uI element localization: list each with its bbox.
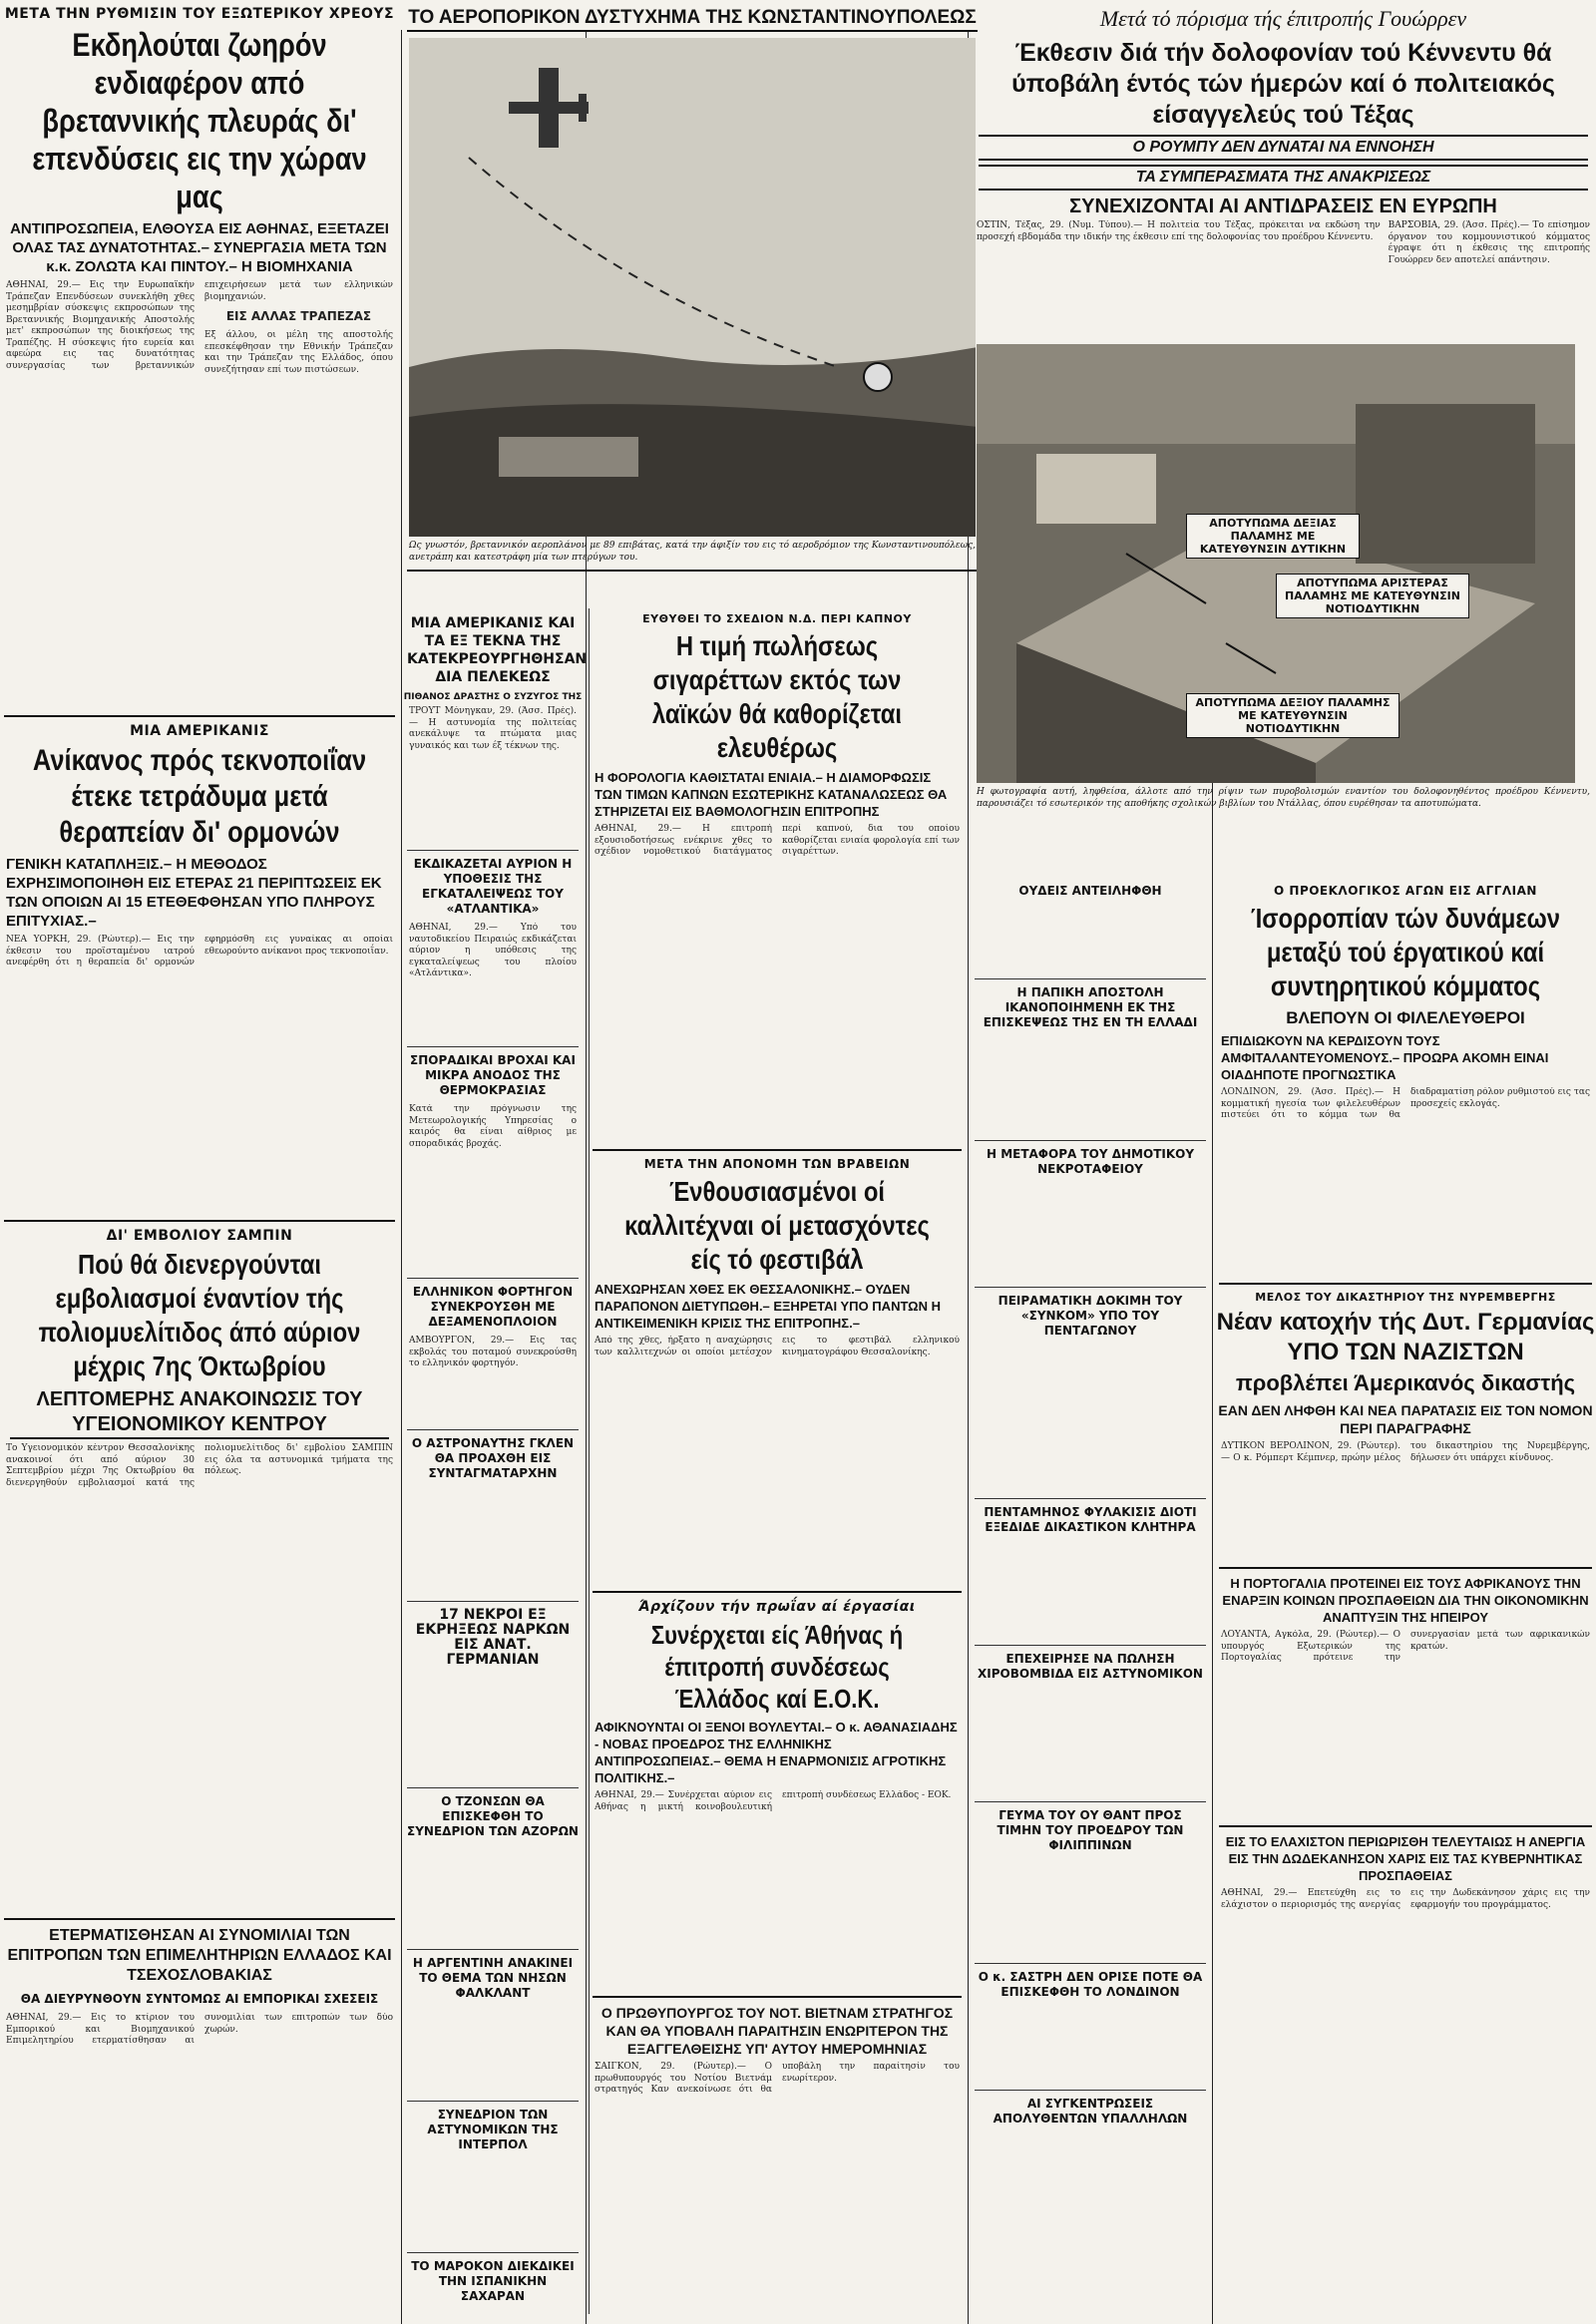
article-body: ΟΣΤΙΝ, Τέξας, 29. (Νυμ. Τύπου).— Η πολιτεία του Τέξας, πρόκειται να εκδώση την προσεχή εβδομάδα την ιδικήν της έκθεσιν επί της δολοφονίας του προέδρου Κέννεντυ. [977,220,1381,242]
article-headline: Η ΠΟΡΤΟΓΑΛΙΑ ΠΡΟΤΕΙΝΕΙ ΕΙΣ ΤΟΥΣ ΑΦΡΙΚΑΝΟΥΣ ΤΗΝ ΕΝΑΡΞΙΝ ΚΟΙΝΩΝ ΠΡΟΣΠΑΘΕΙΩΝ ΔΙΑ ΤΗΝ ΟΙΚΟΝΟΜΙΚΗΝ ΑΝΑΠΤΥΞΙΝ ΤΗΣ ΗΠΕΙΡΟΥ [1222,1576,1589,1625]
article-body [977,1859,1204,1959]
article-headline: Πού θά διενεργούνται εμβολιασμοί έναντίον τής πολιομυελίτιδος άπό αύριον μέχρις 7ης Όκτωβρίου [38,1249,361,1381]
article-headline: ΕΤΕΡΜΑΤΙΣΘΗΣΑΝ ΑΙ ΣΥΝΟΜΙΛΙΑΙ ΤΩΝ ΕΠΙΤΡΟΠΩΝ ΤΩΝ ΕΠΙΜΕΛΗΤΗΡΙΩΝ ΕΛΛΑΔΟΣ ΚΑΙ ΤΣΕΧΟΣΛΟΒΑΚΙΑΣ [7,1927,392,1984]
article-deck: ΑΝΕΧΩΡΗΣΑΝ ΧΘΕΣ ΕΚ ΘΕΣΣΑΛΟΝΙΚΗΣ.– ΟΥΔΕΝ ΠΑΡΑΠΟΝΟΝ ΔΙΕΤΥΠΩΘΗ.– ΕΞΗΡΕΤΑΙ ΥΠΟ ΠΑΝΤΩΝ Η ΑΝΤΙΚΕΙΜΕΝΙΚΗ ΚΡΙΣΙΣ ΤΗΣ ΕΠΙΤΡΟΠΗΣ.– [595,1282,941,1331]
article-kicker: ΔΙ' ΕΜΒΟΛΙΟΥ ΣΑΜΠΙΝ [106,1228,293,1244]
divider [975,1287,1206,1288]
article-headline: ΕΠΕΧΕΙΡΗΣΕ ΝΑ ΠΩΛΗΣΗ ΧΙΡΟΒΟΜΒΙΔΑ ΕΙΣ ΑΣΤΥΝΟΜΙΚΟΝ [978,1652,1203,1681]
fingerprint-photo [977,344,1575,783]
article-body: ΑΘΗΝΑΙ, 29.— Εις την Ευρωπαϊκήν Τράπεζαν Επενδύσεων συνεκλήθη χθες μεσημβρίαν σύσκεψις εκπροσώπων της Βρεταννικής Βιομηχανικής Αποστολής μετ' εκπροσώπων της διοικήσεως της Τραπέζης. Η σύσκεψις ήτο ευρεία και αφεώρα εις τας δυνατότητας συνεργασίας των βρεταννικών επιχειρήσεων μετά των ελληνικών βιομηχανιών. ΕΙΣ ΑΛΛΑΣ ΤΡΑΠΕΖΑΣ Εξ άλλου, οι μέλη της αποστολής επεσκέφθησαν την Εθνικήν Τράπεζαν και την Τράπεζαν της Ελλάδος, όπου συνεζήτησαν επί των πιστώσεων. [6,280,393,375]
article-deck: ΓΕΝΙΚΗ ΚΑΤΑΠΛΗΞΙΣ.– Η ΜΕΘΟΔΟΣ ΕΧΡΗΣΙΜΟΠΟΙΗΘΗ ΕΙΣ ΕΤΕΡΑΣ 21 ΠΕΡΙΠΤΩΣΕΙΣ ΕΚ ΤΩΝ ΟΠΟΙΩΝ ΑΙ 15 ΕΤΕΘΕΦΘΗΣΑΝ ΥΠΟ ΠΛΗΡΟΥΣ ΕΠΙΤΥΧΙΑΣ.– [6,856,382,930]
article-headline: Έκθεσιν διά τήν δολοφονίαν τού Κέννεντυ θά ύποβάλη έντός τών ήμερών καί ό πολιτειακός είσαγγελεύς τού Τέξας [1011,39,1555,129]
article-body: ΣΑΪΓΚΟΝ, 29. (Ρώυτερ).— Ο πρωθυπουργός του Νοτίου Βιετνάμ στρατηγός Καν ανεκοίνωσε ότι θα υποβάλη την παραίτησίν του ενωρίτερον. [595,2062,960,2095]
article-headline: ΠΕΙΡΑΜΑΤΙΚΗ ΔΟΚΙΜΗ ΤΟΥ «ΣΥΝΚΟΜ» ΥΠΟ ΤΟΥ ΠΕΝΤΑΓΩΝΟΥ [998,1294,1183,1338]
article-body: ΔΥΤΙΚΟΝ ΒΕΡΟΛΙΝΟΝ, 29. (Ρώυτερ).— Ο κ. Ρόμπερτ Κέμπνερ, πρώην μέλος του δικαστηρίου της Νυρεμβέργης, δήλωσεν ότι υπάρχει κίνδυνος. [1221,1441,1590,1463]
article-headline: Ο ΤΖΟΝΣΩΝ ΘΑ ΕΠΙΣΚΕΦΘΗ ΤΟ ΣΥΝΕΔΡΙΟΝ ΤΩΝ ΑΖΟΡΩΝ [407,1794,579,1838]
article-body [977,1688,1204,1797]
article-body-row [977,220,1590,340]
article-body: ΑΘΗΝΑΙ, 29.— Η επιτροπή εξουσιοδοτήσεως ενέκρινε χθες το σχέδιον νομοθετικού διατάγματος περί καπνού, δια του οποίου καθορίζεται ενιαία φορολογία επί των σιγαρέττων. [595,824,960,857]
article-headline: ΓΕΥΜΑ ΤΟΥ ΟΥ ΘΑΝΤ ΠΡΟΣ ΤΙΜΗΝ ΤΟΥ ΠΡΟΕΔΡΟΥ ΤΩΝ ΦΙΛΙΠΠΙΝΩΝ [997,1808,1184,1852]
photo-label: ΑΠΟΤΥΠΩΜΑ ΔΕΞΙΟΥ ΠΑΛΑΜΗΣ ΜΕ ΚΑΤΕΥΘΥΝΣΙΝ ΝΟΤΙΟΔΥΤΙΚΗΝ [1186,693,1399,738]
photo-caption: Η φωτογραφία αυτή, ληφθείσα, άλλοτε από την ρίψιν των πυροβολισμών εναντίον του δολοφονηθέντος προέδρου Κέννεντυ, παρουσιάζει τό εσωτερικόν της αποθήκης σχολικών βιβλίων του Ντάλλας, όπου ευρέθησαν τα αποτυπώματα. [977,787,1590,809]
article-headline: ΜΙΑ ΑΜΕΡΙΚΑΝΙΣ ΚΑΙ ΤΑ ΕΞ ΤΕΚΝΑ ΤΗΣ ΚΑΤΕΚΡΕΟΥΡΓΗΘΗΣΑΝ ΔΙΑ ΠΕΛΕΚΕΩΣ [407,615,588,685]
divider [1219,1283,1592,1285]
article-body [977,905,1204,974]
divider [4,1220,395,1222]
article-kicker: ΜΕΤΑ ΤΗΝ ΡΥΘΜΙΣΙΝ ΤΟΥ ΕΞΩΤΕΡΙΚΟΥ ΧΡΕΟΥΣ [4,6,395,22]
article-headline: ΣΠΟΡΑΔΙΚΑΙ ΒΡΟΧΑΙ ΚΑΙ ΜΙΚΡΑ ΑΝΟΔΟΣ ΤΗΣ ΘΕΡΜΟΚΡΑΣΙΑΣ [410,1053,576,1097]
divider [975,1498,1206,1499]
column-5 [1215,878,1596,2324]
article-body: ΑΜΒΟΥΡΓΟΝ, 29.— Εις τας εκβολάς του ποταμού συνεκρούσθη το ελληνικόν φορτηγόν. [409,1336,577,1368]
divider [1219,1825,1592,1827]
divider [407,1429,579,1430]
crash-photo [409,38,976,537]
article-deck: Η ΦΟΡΟΛΟΓΙΑ ΚΑΘΙΣΤΑΤΑΙ ΕΝΙΑΙΑ.– Η ΔΙΑΜΟΡΦΩΣΙΣ ΤΩΝ ΤΙΜΩΝ ΚΑΠΝΩΝ ΕΣΩΤΕΡΙΚΗΣ ΚΑΤΑΝΑΛΩΣΕΩΣ ΘΑ ΣΤΗΡΙΖΕΤΑΙ ΕΙΣ ΒΑΘΜΟΛΟΓΗΣΙΝ ΕΠΙΤΡΟΠΗΣ [595,770,948,819]
article-subhead: ΛΕΠΤΟΜΕΡΗΣ ΑΝΑΚΟΙΝΩΣΙΣ ΤΟΥ ΥΓΕΙΟΝΟΜΙΚΟΥ ΚΕΝΤΡΟΥ [10,1387,389,1439]
article-body [977,1541,1204,1641]
article-body: Κατά την πρόγνωσιν της Μετεωρολογικής Υπηρεσίας ο καιρός θα είναι αίθριος με σποραδικάς βροχάς. [409,1104,577,1149]
article-headline: Η ΜΕΤΑΦΟΡΑ ΤΟΥ ΔΗΜΟΤΙΚΟΥ ΝΕΚΡΟΤΑΦΕΙΟΥ [986,1147,1195,1176]
article-headline: ΕΚΔΙΚΑΖΕΤΑΙ ΑΥΡΙΟΝ Η ΥΠΟΘΕΣΙΣ ΤΗΣ ΕΓΚΑΤΑΛΕΙΨΕΩΣ ΤΟΥ «ΑΤΛΑΝΤΙΚΑ» [413,857,573,916]
article-headline: Η τιμή πωλήσεως σιγαρέττων εκτός των λαϊκών θά καθορίζεται ελευθέρως [651,630,903,763]
article-headline: Ο κ. ΣΑΣΤΡΗ ΔΕΝ ΟΡΙΣΕ ΠΟΤΕ ΘΑ ΕΠΙΣΚΕΦΘΗ ΤΟ ΛΟΝΔΙΝΟΝ [978,1970,1203,1999]
divider [407,850,579,851]
article-headline: ΟΥΔΕΙΣ ΑΝΤΕΙΛΗΦΘΗ [1018,884,1162,898]
article-body: ΑΘΗΝΑΙ, 29.— Υπό του ναυτοδικείου Πειραιώς εκδικάζεται αύριον η υπόθεσις της εγκαταλείψεως του πλοίου «Ατλάντικα». [409,923,577,978]
article-subhead: ΕΙΣ ΑΛΛΑΣ ΤΡΑΠΕΖΑΣ [225,309,372,323]
article-body [977,2006,1204,2086]
divider [407,570,978,572]
divider [593,1996,962,1998]
divider [975,1645,1206,1646]
article-subhead: ΒΛΕΠΟΥΝ ΟΙ ΦΙΛΕΛΕΥΘΕΡΟΙ [1286,1008,1525,1027]
divider [593,1149,962,1151]
article-kicker: ΕΥΘΥΘΕΙ ΤΟ ΣΧΕΔΙΟΝ Ν.Δ. ΠΕΡΙ ΚΑΠΝΟΥ [642,612,912,625]
divider [407,1787,579,1788]
article-subhead: ΠΙΘΑΝΟΣ ΔΡΑΣΤΗΣ Ο ΣΥΖΥΓΟΣ ΤΗΣ [403,692,583,702]
divider [975,1801,1206,1802]
photo-label: ΑΠΟΤΥΠΩΜΑ ΔΕΞΙΑΣ ΠΑΛΑΜΗΣ ΜΕ ΚΑΤΕΥΘΥΝΣΙΝ ΔΥΤΙΚΗΝ [1186,514,1360,559]
photo-caption: Ως γνωστόν, βρεταννικόν αεροπλάνον με 89 επιβάτας, κατά την άφιξίν του εις τό αεροδρόμιον της Κωνσταντινουπόλεως, ανετράπη και κατεστράφη μία των πτερύγων του. [409,541,976,563]
article-headline: Συνέρχεται είς Άθήνας ή έπιτροπή συνδέσεως Έλλάδος καί Ε.Ο.Κ. [650,1620,904,1714]
article-body: ΛΟΝΔΙΝΟΝ, 29. (Άσσ. Πρές).— Η κομματική ηγεσία των φιλελευθέρων πιστεύει ότι το κόμμα των θα διαδραματίση ρόλον ρυθμιστού εις τας προσεχείς εκλογάς. [1221,1087,1590,1120]
article-topline: Μετά τό πόρισμα τής έπιτροπής Γουώρρεν [1099,6,1467,31]
article-body [409,1487,577,1597]
divider [4,715,395,717]
article-headline: Νέαν κατοχήν τής Δυτ. Γερμανίας ΥΠΟ ΤΩΝ ΝΑΖΙΣΤΩΝ [1216,1309,1595,1365]
article-headline: 17 ΝΕΚΡΟΙ ΕΞ ΕΚΡΗΞΕΩΣ ΝΑΡΚΩΝ ΕΙΣ ΑΝΑΤ. ΓΕΡΜΑΝΙΑΝ [415,1607,571,1668]
article-headline: Ίσορροπίαν τών δυνάμεων μεταξύ τού έργατικού καί συντηρητικού κόμματος [1250,903,1560,1001]
article-deck: ΕΠΙΔΙΩΚΟΥΝ ΝΑ ΚΕΡΔΙΣΟΥΝ ΤΟΥΣ ΑΜΦΙΤΑΛΑΝΤΕΥΟΜΕΝΟΥΣ.– ΠΡΟΩΡΑ ΑΚΟΜΗ ΕΙΝΑΙ ΟΙΑΔΗΠΟΤΕ ΠΡΟΓΝΩΣΤΙΚΑ [1221,1033,1549,1082]
crash-photo-image [409,38,976,537]
article-kicker: ΜΕΤΑ ΤΗΝ ΑΠΟΝΟΜΗ ΤΩΝ ΒΡΑΒΕΙΩΝ [643,1157,911,1171]
article-subhead: ΣΥΝΕΧΙΖΟΝΤΑΙ ΑΙ ΑΝΤΙΔΡΑΣΕΙΣ ΕΝ ΕΥΡΩΠΗ [1069,195,1497,217]
article-kicker: Ο ΠΡΟΕΚΛΟΓΙΚΟΣ ΑΓΩΝ ΕΙΣ ΑΓΓΛΙΑΝ [1274,884,1537,898]
divider [1219,1567,1592,1569]
article-body: ΒΑΡΣΟΒΙΑ, 29. (Άσσ. Πρές).— Το επίσημον όργανον του κομμουνιστικού κόμματος έγραψε ότι η έκθεσις της επιτροπής Γουώρρεν δεν αποτελεί απάντησιν. [1388,220,1590,265]
article-boxhead: Ο ΡΟΥΜΠΥ ΔΕΝ ΔΥΝΑΤΑΙ ΝΑ ΕΝΝΟΗΣΗ [979,135,1588,161]
article-boxhead: ΤΑ ΣΥΜΠΕΡΑΣΜΑΤΑ ΤΗΣ ΑΝΑΚΡΙΣΕΩΣ [979,165,1588,191]
divider [975,1140,1206,1141]
left-subcolumn [403,608,588,2310]
article-body: ΑΘΗΝΑΙ, 29.— Εις το κτίριον του Εμπορικού και Βιομηχανικού Επιμελητηρίου ετερματίσθησαν αι συνομιλίαι των επιτροπών των δύο χωρών. [6,2013,393,2046]
article-body [409,1845,577,1945]
article-body: Από της χθες, ήρξατο η αναχώρησις των καλλιτεχνών οι οποίοι μετέσχον εις το φεστιβάλ ελληνικού κινηματογράφου Θεσσαλονίκης. [595,1336,960,1357]
article-body [977,2132,1204,2232]
article-kicker: Άρχίζουν τήν πρωΐαν αί έργασίαι [638,1599,916,1615]
article-headline: Ο ΠΡΩΘΥΠΟΥΡΓΟΣ ΤΟΥ ΝΟΤ. ΒΙΕΤΝΑΜ ΣΤΡΑΤΗΓΟΣ ΚΑΝ ΘΑ ΥΠΟΒΑΛΗ ΠΑΡΑΙΤΗΣΙΝ ΕΝΩΡΙΤΕΡΟΝ ΤΗΣ ΕΞΑΓΓΕΛΘΕΙΣΗΣ ΥΠ' ΑΥΤΟΥ ΗΜΕΡΟΜΗΝΙΑΣ [600,2005,954,2057]
column-rule [401,30,402,2324]
column-3 [589,606,966,2322]
article-headline: ΤΟ ΑΕΡΟΠΟΡΙΚΟΝ ΔΥΣΤΥΧΗΜΑ ΤΗΣ ΚΩΝΣΤΑΝΤΙΝΟΥΠΟΛΕΩΣ [407,6,978,32]
article-body [409,2007,577,2097]
column-1 [0,0,399,2324]
article-deck: ΑΝΤΙΠΡΟΣΩΠΕΙΑ, ΕΛΘΟΥΣΑ ΕΙΣ ΑΘΗΝΑΣ, ΕΞΕΤΑΖΕΙ ΟΛΑΣ ΤΑΣ ΔΥΝΑΤΟΤΗΤΑΣ.– ΣΥΝΕΡΓΑΣΙΑ ΜΕΤΑ ΤΩΝ κ.κ. ΖΟΛΩΤΑ ΚΑΙ ΠΙΝΤΟΥ.– Η ΒΙΟΜΗΧΑΝΙΑ [10,220,389,275]
article-headline: ΠΕΝΤΑΜΗΝΟΣ ΦΥΛΑΚΙΣΙΣ ΔΙΟΤΙ ΕΞΕΔΙΔΕ ΔΙΚΑΣΤΙΚΟΝ ΚΛΗΤΗΡΑ [984,1505,1197,1534]
article-body: ΤΡΟΥΤ Μόνηγκαν, 29. (Άσσ. Πρές).— Η αστυνομία της πολιτείας ανεκάλυψε τα πτώματα μιας γυναικός και των έξ τέκνων της. [409,706,577,751]
article-body [409,2158,577,2248]
article-headline: ΕΙΣ ΤΟ ΕΛΑΧΙΣΤΟΝ ΠΕΡΙΩΡΙΣΘΗ ΤΕΛΕΥΤΑΙΩΣ Η ΑΝΕΡΓΙΑ ΕΙΣ ΤΗΝ ΔΩΔΕΚΑΝΗΣΟΝ ΧΑΡΙΣ ΕΙΣ ΤΑΣ ΚΥΒΕΡΝΗΤΙΚΑΣ ΠΡΟΣΠΑΘΕΙΑΣ [1225,1834,1586,1883]
article-body [977,1345,1204,1494]
article-subhead: ΘΑ ΔΙΕΥΡΥΝΘΟΥΝ ΣΥΝΤΟΜΩΣ ΑΙ ΕΜΠΟΡΙΚΑΙ ΣΧΕΣΕΙΣ [20,1992,379,2006]
divider [593,1591,962,1593]
article-deck: ΑΦΙΚΝΟΥΝΤΑΙ ΟΙ ΞΕΝΟΙ ΒΟΥΛΕΥΤΑΙ.– Ο κ. ΑΘΑΝΑΣΙΑΔΗΣ - ΝΟΒΑΣ ΠΡΟΕΔΡΟΣ ΤΗΣ ΕΛΛΗΝΙΚΗΣ ΑΝΤΙΠΡΟΣΩΠΕΙΑΣ.– ΘΕΜΑ Η ΕΝΑΡΜΟΝΙΣΙΣ ΑΓΡΟΤΙΚΗΣ ΠΟΛΙΤΙΚΗΣ.– [595,1720,958,1785]
article-body: ΛΟΥΑΝΤΑ, Αγκόλα, 29. (Ρώυτερ).— Ο υπουργός Εξωτερικών της Πορτογαλίας πρότεινε την συνεργασίαν μετά των αφρικανικών κρατών. [1221,1630,1590,1663]
divider [407,1046,579,1047]
article-headline: Ένθουσιασμένοι οί καλλιτέχναι οί μετασχόντες είς τό φεστιβάλ [624,1176,930,1275]
divider [407,2101,579,2102]
column-4-lower [971,878,1210,2324]
divider [975,1963,1206,1964]
article-headline: Ανίκανος πρός τεκνοποιΐαν έτεκε τετράδυμα μετά θεραπείαν δι' ορμονών [32,744,367,849]
divider [407,1949,579,1950]
divider [4,1918,395,1920]
article-kicker: ΜΙΑ ΑΜΕΡΙΚΑΝΙΣ [130,723,269,739]
article-body [409,1674,577,1783]
article-deck: ΕΑΝ ΔΕΝ ΛΗΦΘΗ ΚΑΙ ΝΕΑ ΠΑΡΑΤΑΣΙΣ ΕΙΣ ΤΟΝ ΝΟΜΟΝ ΠΕΡΙ ΠΑΡΑΓΡΑΦΗΣ [1218,1402,1593,1436]
divider [407,1278,579,1279]
article-headline-cont: προβλέπει Άμερικανός δικαστής [1235,1370,1576,1395]
article-headline: ΤΟ ΜΑΡΟΚΟΝ ΔΙΕΚΔΙΚΕΙ ΤΗΝ ΙΣΠΑΝΙΚΗΝ ΣΑΧΑΡΑΝ [411,2259,575,2303]
article-kicker: ΜΕΛΟΣ ΤΟΥ ΔΙΚΑΣΤΗΡΙΟΥ ΤΗΣ ΝΥΡΕΜΒΕΡΓΗΣ [1255,1291,1556,1304]
article-headline: Εκδηλούται ζωηρόν ενδιαφέρον από βρεταννικής πλευράς δι' επενδύσεις εις την χώραν μας [32,27,367,214]
article-body: ΝΕΑ ΥΟΡΚΗ, 29. (Ρώυτερ).— Εις την έκθεσιν του προϊσταμένου ιατρού ανεφέρθη ότι η θεραπεία δι' ορμονών εφηρμόσθη εις γυναίκας αι οποίαι εθεωρούντο ανίκανοι προς τεκνοποιΐαν. [6,935,393,968]
divider [975,2090,1206,2091]
article-body [977,1036,1204,1136]
article-headline: Η ΠΑΠΙΚΗ ΑΠΟΣΤΟΛΗ ΙΚΑΝΟΠΟΙΗΜΕΝΗ ΕΚ ΤΗΣ ΕΠΙΣΚΕΨΕΩΣ ΤΗΣ ΕΝ ΤΗ ΕΛΛΑΔΙ [983,985,1198,1029]
divider [975,978,1206,979]
divider [407,2252,579,2253]
divider [407,1601,579,1602]
article-headline: ΣΥΝΕΔΡΙΟΝ ΤΩΝ ΑΣΤΥΝΟΜΙΚΩΝ ΤΗΣ ΙΝΤΕΡΠΟΛ [427,2108,559,2151]
article-body [977,1183,1204,1283]
article-headline: Ο ΑΣΤΡΟΝΑΥΤΗΣ ΓΚΛΕΝ ΘΑ ΠΡΟΑΧΘΗ ΕΙΣ ΣΥΝΤΑΓΜΑΤΑΡΧΗΝ [411,1436,575,1480]
article-body: ΑΘΗΝΑΙ, 29.— Συνέρχεται αύριον εις Αθήνας η μικτή κοινοβουλευτική επιτροπή συνδέσεως Ελλάδος - ΕΟΚ. [595,1790,952,1812]
article-headline: ΑΙ ΣΥΓΚΕΝΤΡΩΣΕΙΣ ΑΠΟΛΥΘΕΝΤΩΝ ΥΠΑΛΛΗΛΩΝ [993,2097,1188,2126]
article-body: Το Υγειονομικόν κέντρον Θεσσαλονίκης ανακοινοί ότι από αύριον 30 Σεπτεμβρίου μέχρι 7ης Οκτωβρίου θα διενεργηθούν εμβολιασμοί κατά της πολιομυελίτιδος δι' εμβολίου ΣΑΜΠΙΝ εις όλα τα αστυνομικά τμήματα της πόλεως. [6,1443,393,1488]
article-headline: ΕΛΛΗΝΙΚΟΝ ΦΟΡΤΗΓΟΝ ΣΥΝΕΚΡΟΥΣΘΗ ΜΕ ΔΕΞΑΜΕΝΟΠΛΟΙΟΝ [412,1285,574,1329]
article-headline: Η ΑΡΓΕΝΤΙΝΗ ΑΝΑΚΙΝΕΙ ΤΟ ΘΕΜΑ ΤΩΝ ΝΗΣΩΝ ΦΑΛΚΛΑΝΤ [412,1956,574,2000]
article-body: ΑΘΗΝΑΙ, 29.— Επετεύχθη εις το ελάχιστον ο περιορισμός της ανεργίας εις την Δωδεκάνησον χάρις εις την εφαρμογήν του προγράμματος. [1221,1888,1590,1910]
photo-label: ΑΠΟΤΥΠΩΜΑ ΑΡΙΣΤΕΡΑΣ ΠΑΛΑΜΗΣ ΜΕ ΚΑΤΕΥΘΥΝΣΙΝ ΝΟΤΙΟΔΥΤΙΚΗΝ [1276,574,1469,618]
